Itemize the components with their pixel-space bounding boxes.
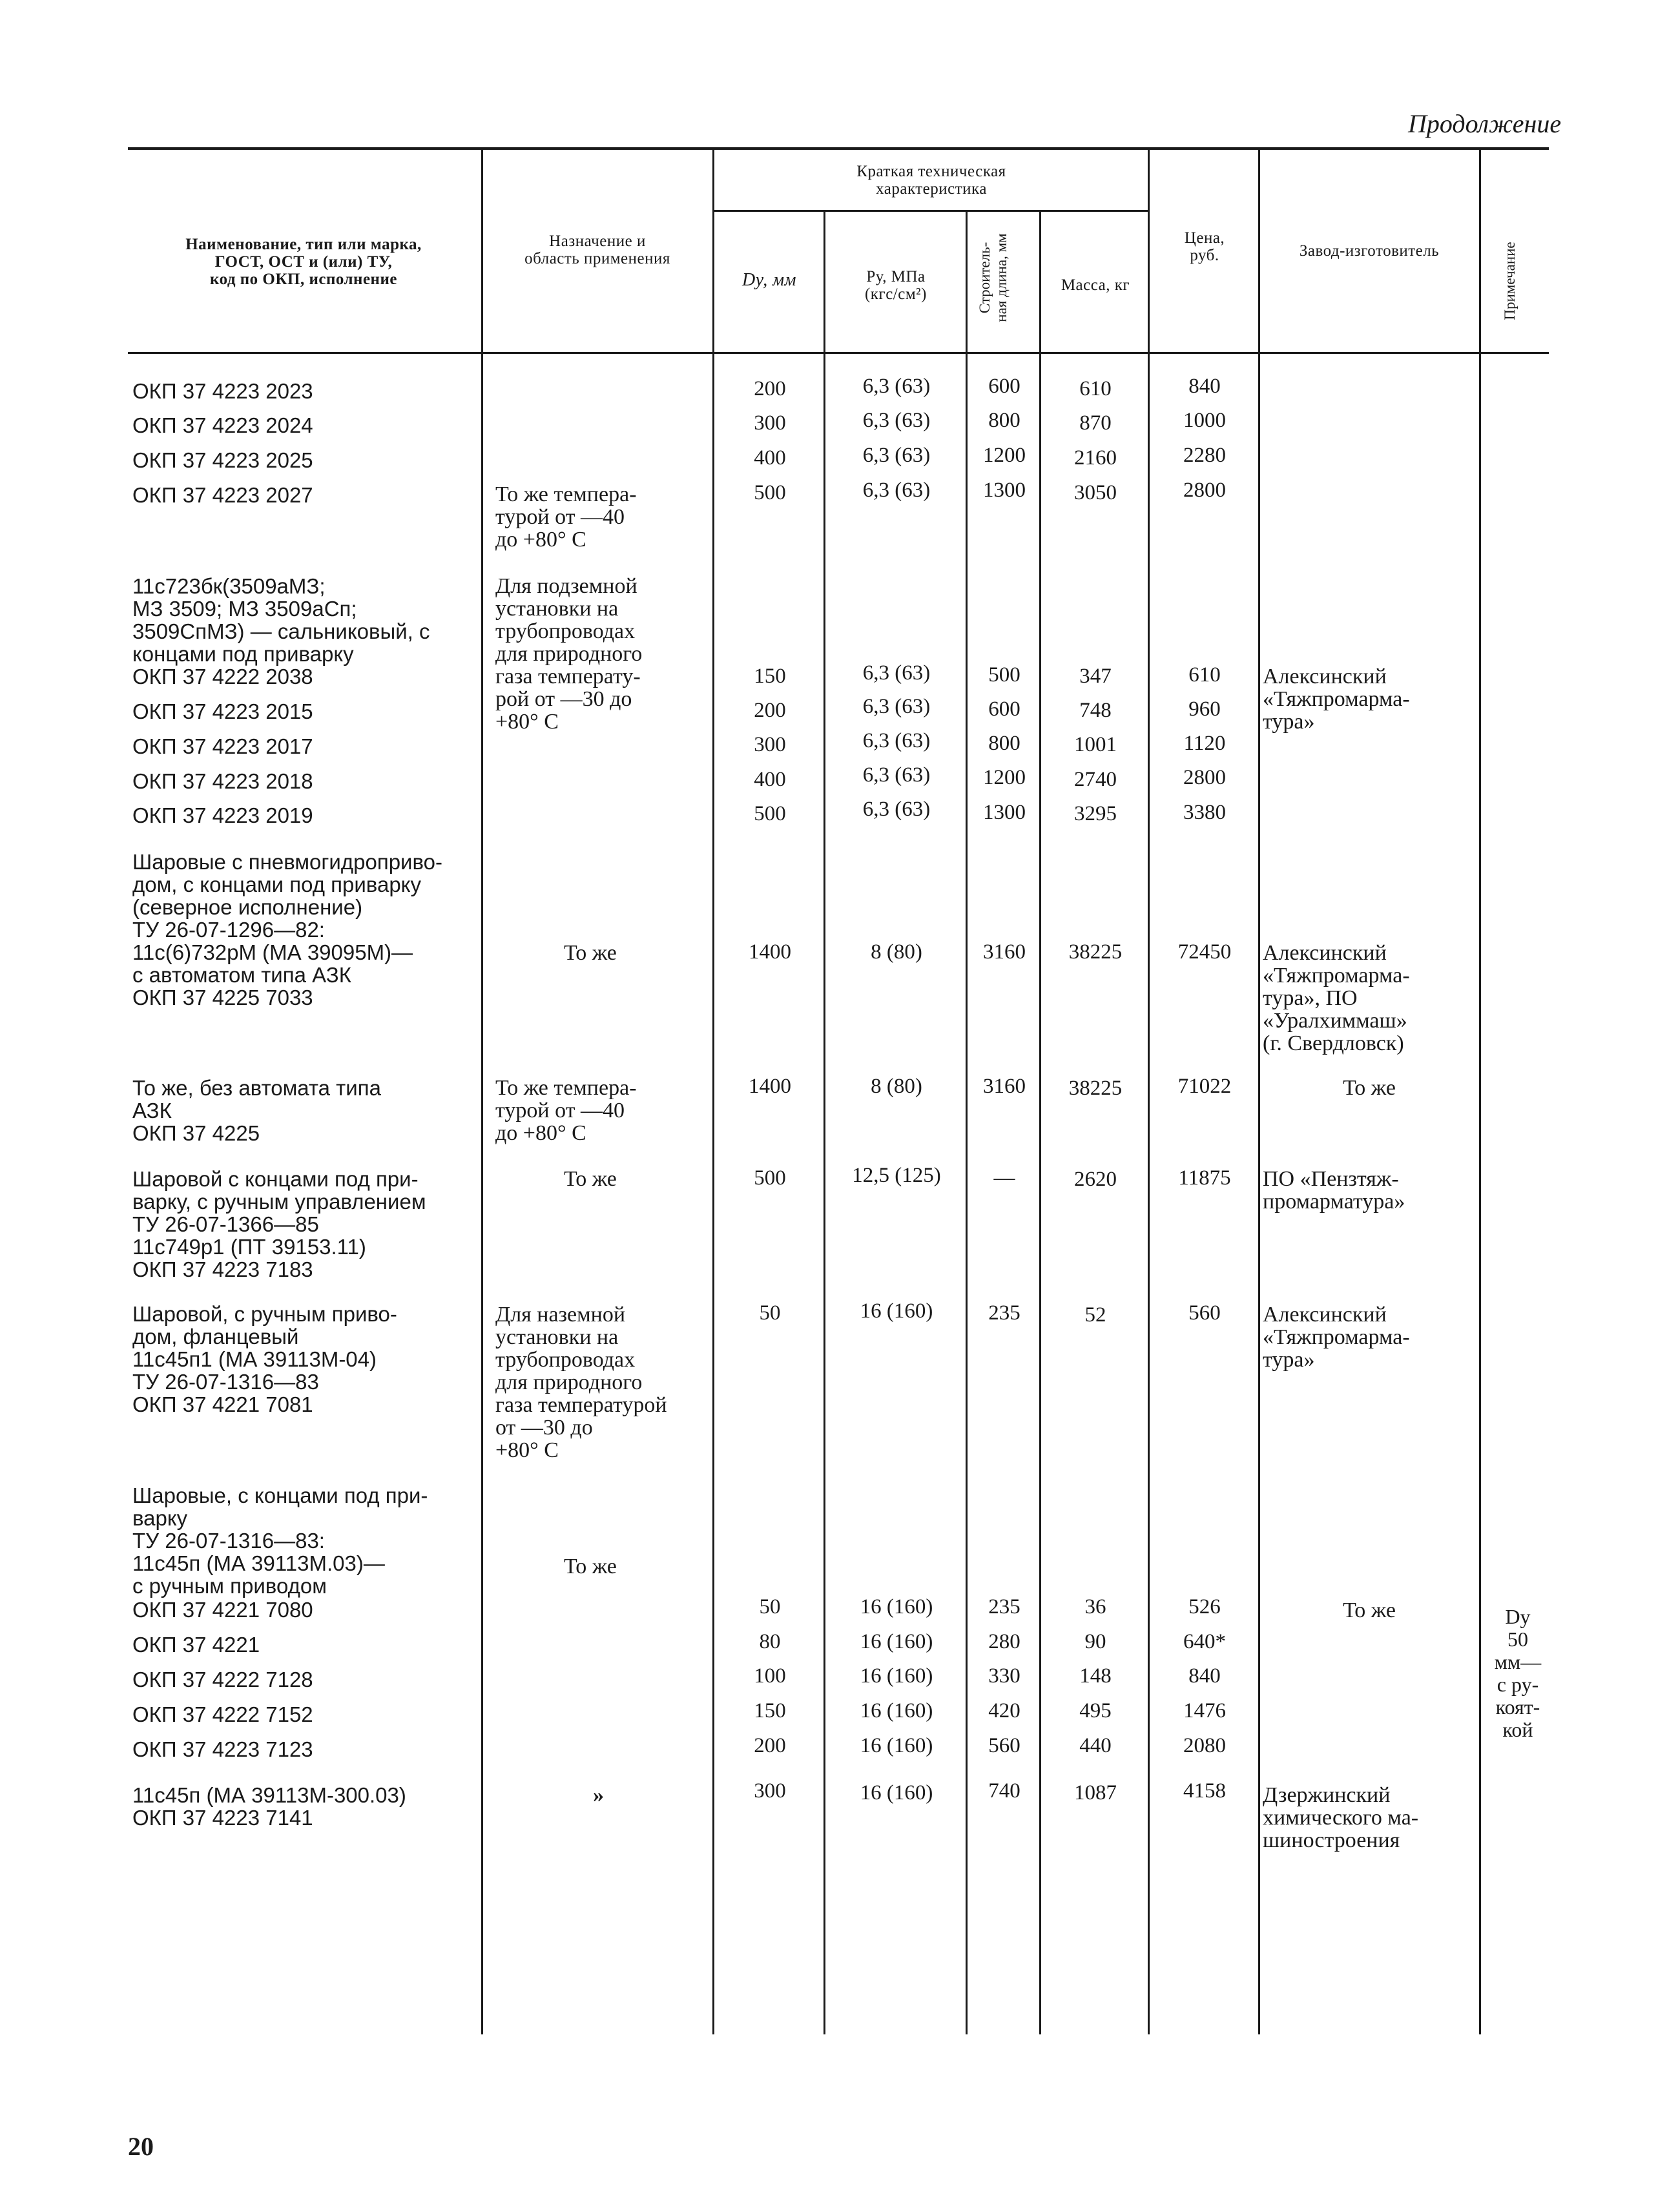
manufacturer: Алексинский «Тяжпромарма- тура»: [1263, 665, 1410, 734]
dy-value: 150: [754, 665, 786, 688]
price-value: 4158: [1183, 1779, 1226, 1803]
mass-value: 610: [1079, 377, 1112, 400]
py-value: 16 (160): [860, 1699, 933, 1722]
py-value: 6,3 (63): [862, 695, 931, 718]
price-value: 2280: [1183, 444, 1226, 467]
py-value: 6,3 (63): [862, 444, 931, 467]
product-code: ОКП 37 4223 2017: [132, 734, 313, 758]
dy-value: 80: [759, 1630, 781, 1653]
price-value: 840: [1188, 375, 1221, 398]
dy-value: 100: [754, 1664, 786, 1688]
length-value: 740: [988, 1779, 1020, 1803]
dy-value: 500: [754, 802, 786, 825]
mass-value: 440: [1079, 1734, 1112, 1757]
product-name: Шаровые с пневмогидроприво- дом, с концами под приварку (северное исполнение) ТУ 26-07-1296—82: 11с(6)732рМ (МА 39095М)— с автоматом типа АЗК ОКП 37 4225 7033: [132, 850, 442, 1009]
length-value: 500: [988, 663, 1020, 687]
mass-value: 3295: [1074, 802, 1117, 825]
price-value: 1000: [1183, 409, 1226, 432]
mass-value: 38225: [1068, 940, 1123, 964]
price-value: 71022: [1177, 1075, 1232, 1098]
column-divider: [1258, 149, 1260, 2034]
length-value: 600: [988, 375, 1020, 398]
mass-value: 748: [1079, 699, 1112, 722]
price-value: 640*: [1183, 1630, 1226, 1653]
dy-value: 1400: [749, 940, 791, 964]
dy-value: 300: [754, 733, 786, 756]
length-value: 3160: [983, 940, 1026, 964]
header-bottom-rule: [128, 352, 1549, 354]
price-value: 72450: [1177, 940, 1232, 964]
purpose-text: То же темпера- турой от —40 до +80° С: [495, 482, 637, 552]
purpose-text: Для подземной установки на трубопроводах для природного газа температу- рой от —30 до +80° С: [495, 574, 643, 734]
product-code: ОКП 37 4222 7128: [132, 1668, 313, 1691]
py-value: 16 (160): [860, 1781, 933, 1804]
price-value: 2080: [1183, 1734, 1226, 1757]
product-name: Шаровые, с концами под при- варку ТУ 26-07-1316—83: 11с45п (МА 39113М.03)— с ручным приводом: [132, 1483, 428, 1598]
dy-value: 400: [754, 446, 786, 470]
header-mass: Масса, кг: [1061, 276, 1130, 294]
product-code: ОКП 37 4221: [132, 1633, 260, 1657]
page-number: 20: [128, 2132, 154, 2161]
price-value: 1120: [1183, 732, 1226, 755]
header-length: Строитель- ная длина, мм: [977, 233, 1010, 322]
price-value: 610: [1188, 663, 1221, 687]
py-value: 12,5 (125): [852, 1164, 941, 1187]
py-value: 16 (160): [860, 1595, 933, 1618]
product-name: Шаровой с концами под при- варку, с ручным управлением ТУ 26-07-1366—85 11с749р1 (ПТ 39153.11) ОКП 37 4223 7183: [132, 1167, 426, 1281]
mass-value: 1087: [1074, 1781, 1117, 1804]
dy-value: 50: [759, 1301, 781, 1325]
length-value: 420: [988, 1699, 1020, 1722]
price-value: 960: [1188, 698, 1221, 721]
manufacturer: Алексинский «Тяжпромарма- тура»: [1263, 1303, 1410, 1372]
py-value: 6,3 (63): [862, 661, 931, 685]
price-value: 2800: [1183, 479, 1226, 502]
dy-value: 500: [754, 1166, 786, 1190]
product-code: ОКП 37 4223 7123: [132, 1737, 313, 1761]
product-code: ОКП 37 4223 2018: [132, 769, 313, 793]
mass-value: 3050: [1074, 481, 1117, 504]
length-value: 1300: [983, 479, 1026, 502]
mass-value: 347: [1079, 665, 1112, 688]
mass-value: 495: [1079, 1699, 1112, 1722]
price-value: 1476: [1183, 1699, 1226, 1722]
length-value: 235: [988, 1301, 1020, 1325]
purpose-text: »: [593, 1783, 604, 1807]
column-divider: [481, 149, 483, 2034]
py-value: 6,3 (63): [862, 479, 931, 502]
purpose-text: То же: [564, 941, 617, 965]
mass-value: 36: [1084, 1595, 1106, 1618]
manufacturer: Дзержинский химического ма- шиностроения: [1263, 1783, 1419, 1852]
header-dy: Dу, мм: [742, 270, 796, 290]
length-value: 1300: [983, 801, 1026, 824]
dy-value: 150: [754, 1699, 786, 1722]
py-value: 16 (160): [860, 1664, 933, 1688]
mass-value: 52: [1084, 1303, 1106, 1327]
dy-value: 400: [754, 768, 786, 791]
dy-value: 500: [754, 481, 786, 504]
length-value: 800: [988, 409, 1020, 432]
product-code: ОКП 37 4223 2019: [132, 803, 313, 827]
mass-value: 2160: [1074, 446, 1117, 470]
column-divider: [712, 149, 714, 2034]
product-code: ОКП 37 4223 2025: [132, 448, 313, 472]
dy-value: 200: [754, 377, 786, 400]
product-name: 11с723бк(3509аМЗ; МЗ 3509; МЗ 3509аСп; 3509СпМЗ) — сальниковый, с концами под приварку: [132, 574, 430, 666]
header-maker: Завод-изготовитель: [1299, 242, 1440, 260]
py-value: 16 (160): [860, 1734, 933, 1757]
header-py: Pу, МПа (кгс/см²): [864, 268, 927, 303]
py-value: 6,3 (63): [862, 375, 931, 398]
price-value: 11875: [1178, 1166, 1231, 1190]
tech-header-rule: [714, 210, 1148, 212]
header-price: Цена, руб.: [1184, 229, 1225, 264]
header-note: Примечание: [1502, 242, 1518, 320]
price-value: 840: [1188, 1664, 1221, 1688]
table-top-rule: [128, 147, 1549, 150]
purpose-text: Для наземной установки на трубопроводах для природного газа температурой от —30 до +80° С: [495, 1303, 667, 1462]
py-value: 8 (80): [871, 940, 922, 964]
product-code: ОКП 37 4222 2038: [132, 665, 313, 688]
py-value: 16 (160): [860, 1630, 933, 1653]
header-purpose: Назначение и область применения: [524, 233, 670, 267]
mass-value: 870: [1079, 411, 1112, 435]
purpose-text: То же: [564, 1555, 617, 1578]
manufacturer: ПО «Пензтяж- промарматура»: [1263, 1167, 1405, 1214]
product-name: 11с45п (МА 39113М-300.03) ОКП 37 4223 7141: [132, 1783, 406, 1830]
price-value: 526: [1188, 1595, 1221, 1618]
continuation-label: Продолжение: [1408, 109, 1562, 138]
price-value: 560: [1188, 1301, 1221, 1325]
manufacturer: Алексинский «Тяжпромарма- тура», ПО «Уралхиммаш» (г. Свердловск): [1263, 941, 1410, 1055]
length-value: 330: [988, 1664, 1020, 1688]
mass-value: 90: [1084, 1630, 1106, 1653]
dy-value: 1400: [749, 1075, 791, 1098]
length-value: 235: [988, 1595, 1020, 1618]
product-name: Шаровой, с ручным приво- дом, фланцевый 11с45п1 (МА 39113М-04) ТУ 26-07-1316—83 ОКП 37 4221 7081: [132, 1302, 397, 1416]
product-code: ОКП 37 4223 2024: [132, 413, 313, 437]
product-code: ОКП 37 4221 7080: [132, 1598, 313, 1622]
py-value: 8 (80): [871, 1075, 922, 1098]
py-value: 6,3 (63): [862, 729, 931, 752]
length-value: 600: [988, 698, 1020, 721]
mass-value: 148: [1079, 1664, 1112, 1688]
dy-value: 200: [754, 1734, 786, 1757]
length-value: —: [993, 1166, 1015, 1190]
manufacturer: То же: [1343, 1076, 1396, 1100]
length-value: 800: [988, 732, 1020, 755]
header-name: Наименование, тип или марка, ГОСТ, ОСТ и (или) ТУ, код по ОКП, исполнение: [185, 236, 422, 288]
header-tech: Краткая техническая характеристика: [856, 163, 1006, 198]
product-code: ОКП 37 4223 2015: [132, 699, 313, 723]
product-name: То же, без автомата типа АЗК ОКП 37 4225: [132, 1076, 381, 1145]
product-code: ОКП 37 4223 2027: [132, 483, 313, 507]
dy-value: 50: [759, 1595, 781, 1618]
py-value: 16 (160): [860, 1299, 933, 1323]
mass-value: 2620: [1074, 1168, 1117, 1191]
price-value: 3380: [1183, 801, 1226, 824]
length-value: 280: [988, 1630, 1020, 1653]
product-code: ОКП 37 4222 7152: [132, 1702, 313, 1726]
price-value: 2800: [1183, 766, 1226, 789]
dy-value: 300: [754, 411, 786, 435]
py-value: 6,3 (63): [862, 798, 931, 821]
py-value: 6,3 (63): [862, 409, 931, 432]
length-value: 1200: [983, 444, 1026, 467]
py-value: 6,3 (63): [862, 763, 931, 787]
purpose-text: То же темпера- турой от —40 до +80° С: [495, 1076, 637, 1145]
manufacturer: То же: [1343, 1598, 1396, 1622]
dy-value: 300: [754, 1779, 786, 1803]
length-value: 560: [988, 1734, 1020, 1757]
column-divider: [1479, 149, 1481, 2034]
mass-value: 2740: [1074, 768, 1117, 791]
note-text: Dу 50 мм— с ру- коят- кой: [1494, 1605, 1542, 1741]
product-code: ОКП 37 4223 2023: [132, 379, 313, 403]
mass-value: 1001: [1074, 733, 1117, 756]
purpose-text: То же: [564, 1167, 617, 1191]
dy-value: 200: [754, 699, 786, 722]
mass-value: 38225: [1068, 1077, 1123, 1100]
length-value: 1200: [983, 766, 1026, 789]
length-value: 3160: [983, 1075, 1026, 1098]
